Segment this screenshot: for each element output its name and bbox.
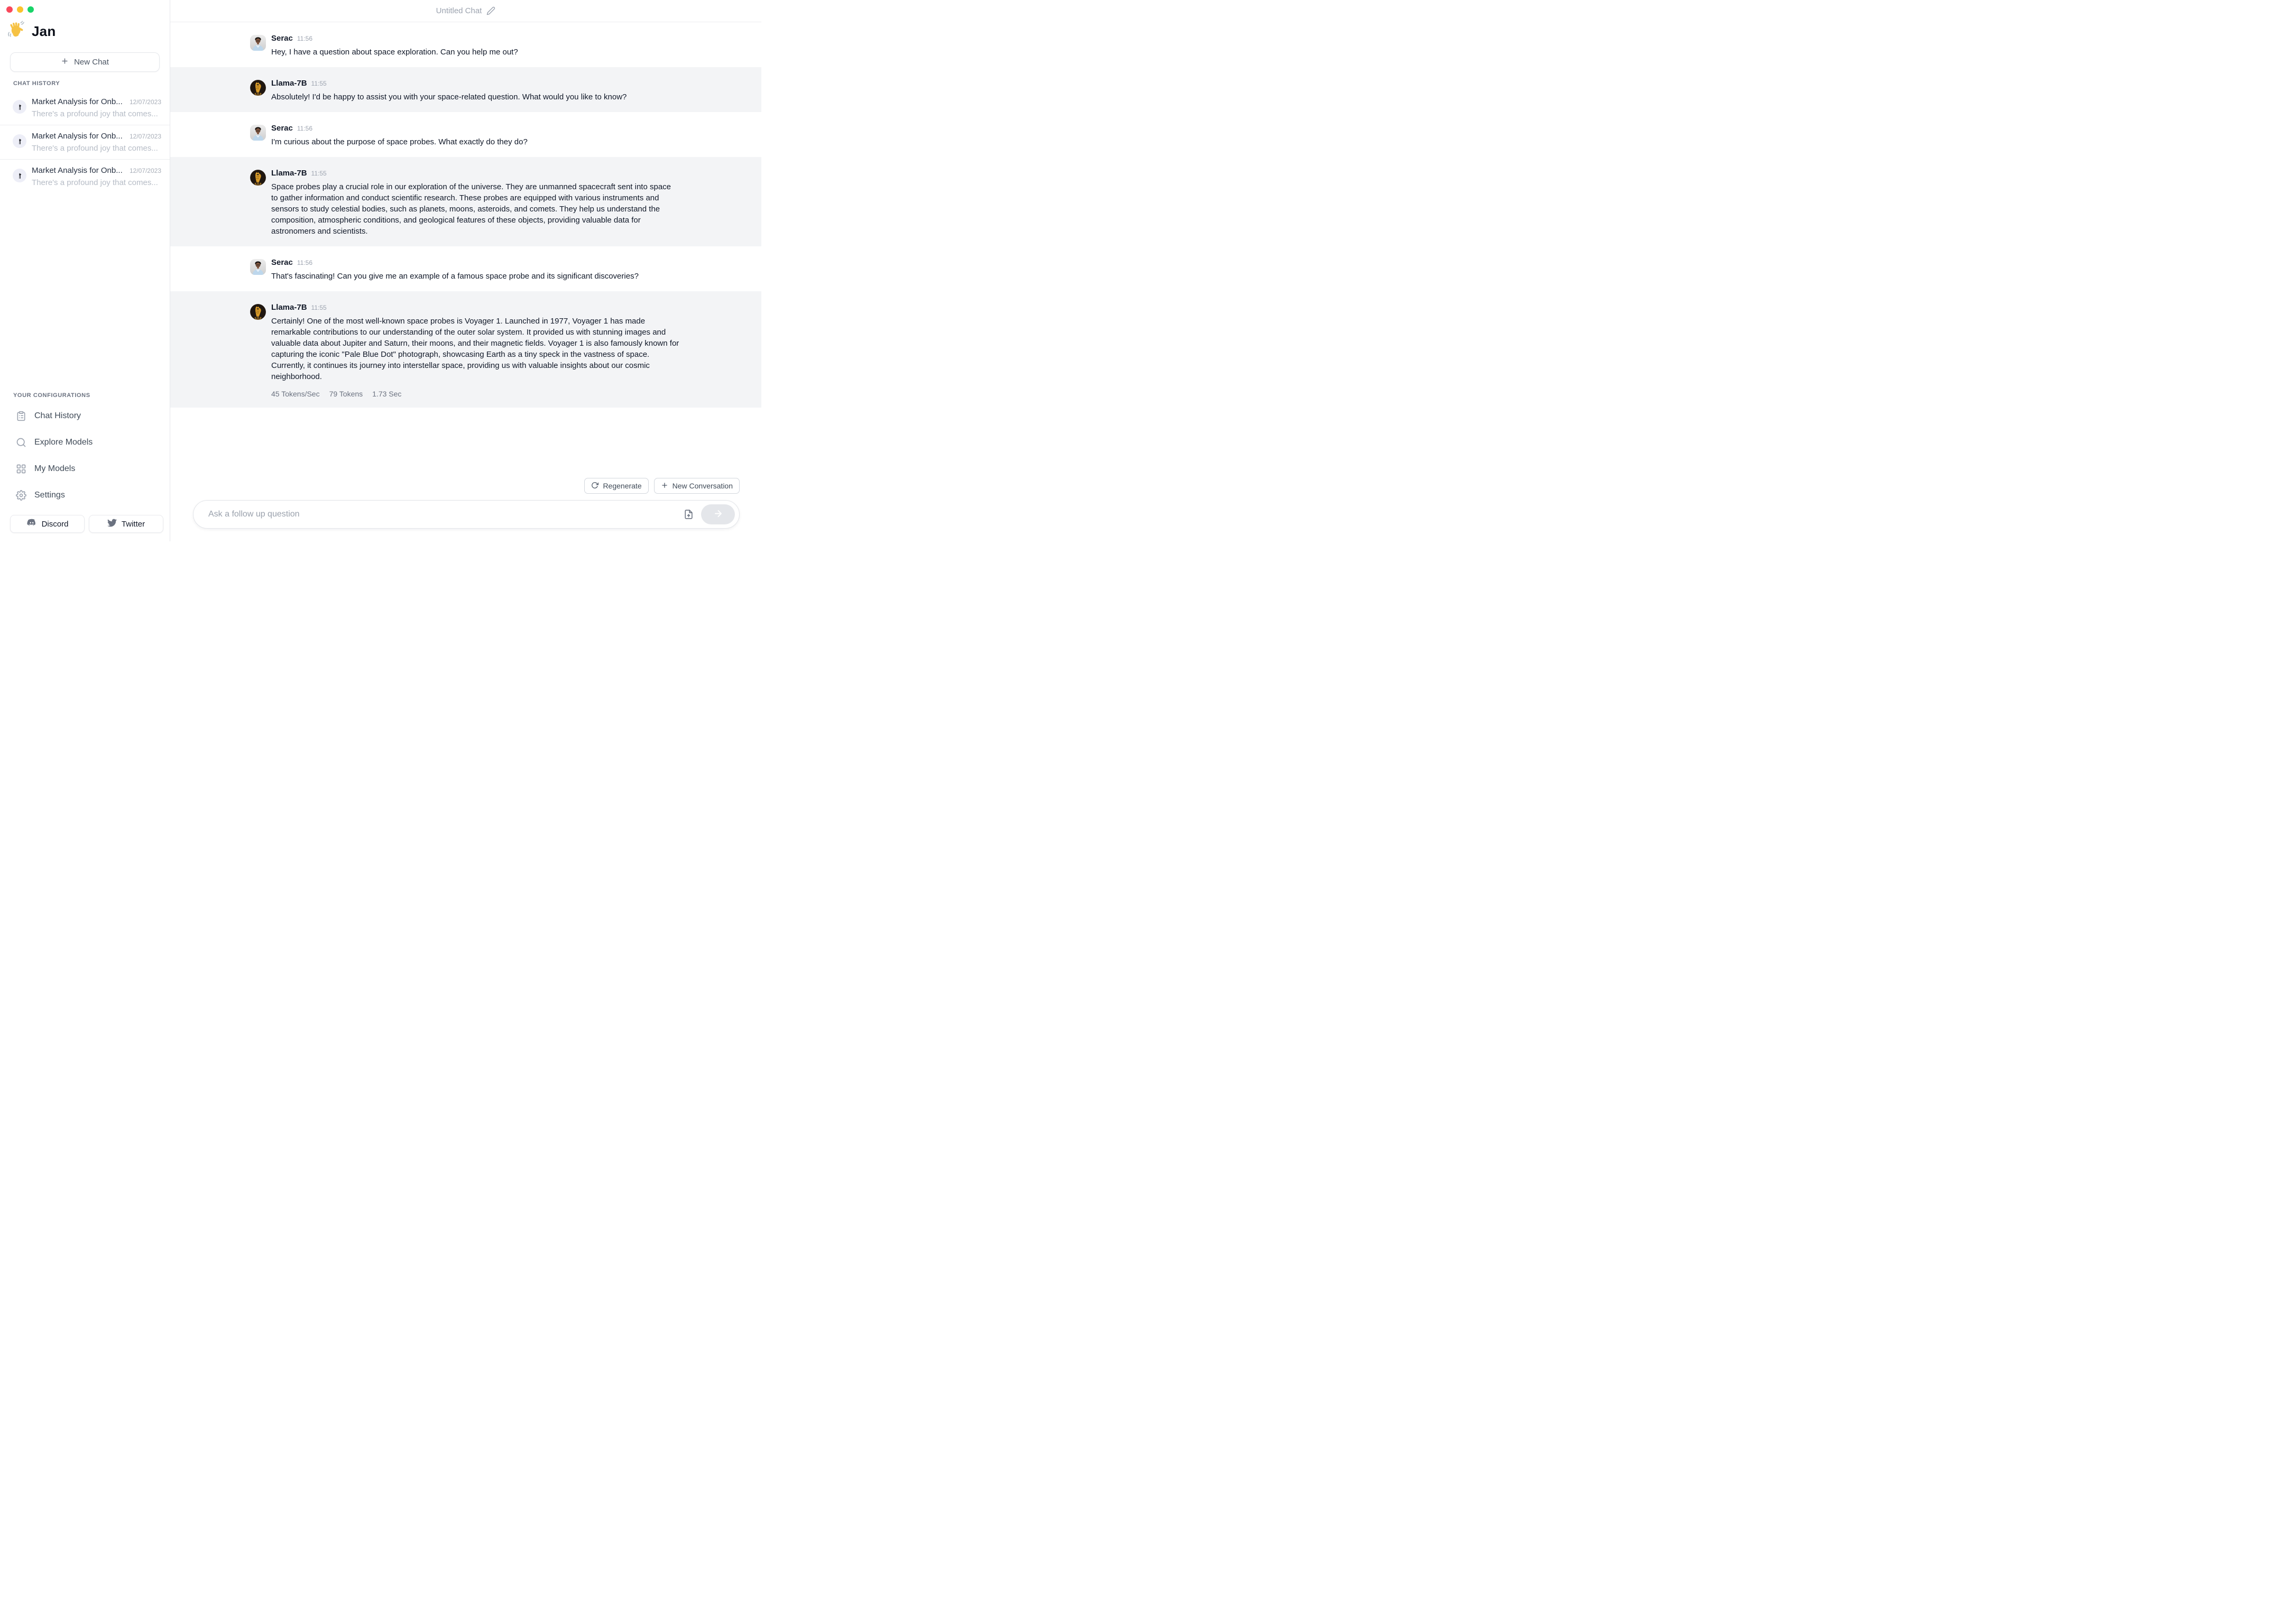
nav-item-label: Settings	[34, 491, 65, 500]
message-input-container	[193, 500, 740, 529]
message-row	[170, 67, 761, 112]
message-row	[170, 22, 761, 67]
sidebar-item-explore-models[interactable]	[0, 429, 170, 456]
assistant-avatar	[250, 80, 266, 96]
zoom-window-button[interactable]	[27, 6, 34, 13]
new-conversation-button[interactable]	[654, 478, 740, 494]
chat-history-item-title: Market Analysis for Onb...	[32, 132, 123, 141]
configurations-heading: YOUR CONFIGURATIONS	[13, 392, 90, 399]
new-chat-label: New Chat	[74, 58, 109, 67]
chat-history-list	[0, 91, 170, 193]
sidebar-footer	[0, 509, 170, 541]
sidebar-item-settings[interactable]	[0, 482, 170, 509]
chat-history-item-date: 12/07/2023	[129, 98, 161, 106]
user-avatar	[250, 35, 266, 51]
llama-avatar-icon	[13, 100, 26, 114]
message-text: Space probes play a crucial role in our exploration of the universe. They are unmanned spacecraft sent into space to gather information and conduct scientific research. These probes are equipped with various instruments and sensors to study celestial bodies, such as planets, moons, asteroids, and comets. They help us understand the composition, atmospheric conditions, and geological features of these objects, providing valuable data for astronomers and scientists.	[271, 182, 671, 236]
wave-hand-icon	[6, 20, 26, 43]
chat-main	[170, 0, 761, 541]
twitter-icon	[107, 518, 117, 530]
message-row	[170, 112, 761, 157]
sidebar-spacer	[0, 193, 170, 392]
message-text: That's fascinating! Can you give me an example of a famous space probe and its significant discoveries?	[271, 272, 639, 281]
composer-actions	[193, 478, 740, 494]
app-name: Jan	[32, 23, 56, 39]
message-time: 11:56	[297, 259, 313, 266]
message-author: Llama-7B	[271, 169, 307, 178]
assistant-avatar	[250, 304, 266, 320]
grid-icon	[16, 464, 26, 474]
chat-history-item-date: 12/07/2023	[129, 167, 161, 174]
discord-label: Discord	[41, 519, 69, 529]
app-logo	[0, 13, 170, 43]
message-author: Llama-7B	[271, 303, 307, 312]
message-list	[170, 22, 761, 478]
llama-avatar-icon	[13, 169, 26, 182]
stat-tokens: 79 Tokens	[329, 390, 363, 398]
chat-history-item[interactable]	[0, 159, 170, 193]
message-author: Llama-7B	[271, 79, 307, 88]
file-upload-icon[interactable]	[684, 509, 694, 520]
message-text: Hey, I have a question about space exploration. Can you help me out?	[271, 48, 518, 57]
clipboard-icon	[16, 411, 26, 421]
discord-button[interactable]	[10, 515, 85, 533]
sidebar	[0, 0, 170, 541]
plus-icon	[61, 57, 69, 67]
arrow-right-icon	[713, 509, 723, 520]
chat-history-item-preview: There's a profound joy that comes...	[32, 109, 158, 118]
chat-history-item-title: Market Analysis for Onb...	[32, 97, 123, 106]
message-time: 11:55	[311, 80, 327, 87]
message-row	[170, 157, 761, 246]
sidebar-item-chat-history[interactable]	[0, 403, 170, 429]
chat-history-item[interactable]	[0, 91, 170, 125]
user-avatar	[250, 259, 266, 275]
nav-item-label: My Models	[34, 464, 76, 473]
message-stats	[271, 390, 679, 398]
message-time: 11:55	[311, 170, 327, 177]
pencil-icon[interactable]	[486, 6, 495, 15]
chat-history-item[interactable]	[0, 125, 170, 159]
twitter-label: Twitter	[121, 519, 145, 529]
user-avatar	[250, 125, 266, 141]
message-author: Serac	[271, 124, 293, 133]
refresh-icon	[591, 482, 598, 491]
regenerate-button[interactable]	[584, 478, 648, 494]
nav-item-label: Explore Models	[34, 438, 93, 447]
message-input[interactable]	[208, 510, 684, 519]
chat-history-item-preview: There's a profound joy that comes...	[32, 178, 158, 187]
message-row	[170, 246, 761, 291]
search-icon	[16, 437, 26, 448]
message-time: 11:56	[297, 125, 313, 132]
message-time: 11:55	[311, 304, 327, 311]
message-text: I'm curious about the purpose of space probes. What exactly do they do?	[271, 137, 528, 146]
new-chat-button[interactable]	[10, 52, 160, 72]
discord-icon	[26, 518, 37, 530]
send-button[interactable]	[701, 504, 735, 524]
chat-history-heading: CHAT HISTORY	[13, 80, 60, 87]
gear-icon	[16, 490, 26, 501]
message-row	[170, 291, 761, 408]
message-author: Serac	[271, 34, 293, 43]
regenerate-label: Regenerate	[603, 482, 642, 490]
composer-area	[170, 478, 761, 541]
config-nav	[0, 403, 170, 509]
chat-history-item-title: Market Analysis for Onb...	[32, 166, 123, 175]
plus-icon	[661, 482, 668, 491]
nav-item-label: Chat History	[34, 411, 81, 420]
message-author: Serac	[271, 258, 293, 267]
close-window-button[interactable]	[6, 6, 13, 13]
stat-tokens-per-sec: 45 Tokens/Sec	[271, 390, 320, 398]
llama-avatar-icon	[13, 134, 26, 148]
minimize-window-button[interactable]	[17, 6, 23, 13]
app-window	[0, 0, 761, 541]
stat-duration: 1.73 Sec	[372, 390, 402, 398]
message-text: Certainly! One of the most well-known space probes is Voyager 1. Launched in 1977, Voyager 1 has made remarkable contributions to our understanding of the outer solar system. It provided us with stunning images and valuable data about Jupiter and Saturn, their moons, and their magnetic fields. Voyager 1 is also famously known for capturing the iconic "Pale Blue Dot" photograph, showcasing Earth as a tiny speck in the vastness of space. Currently, it continues its journey into interstellar space, providing us with valuable insights about our cosmic neighborhood.	[271, 317, 679, 381]
window-controls	[0, 0, 170, 13]
twitter-button[interactable]	[89, 515, 163, 533]
chat-header	[170, 0, 761, 22]
message-text: Absolutely! I'd be happy to assist you with your space-related question. What would you like to know?	[271, 93, 627, 102]
chat-history-item-preview: There's a profound joy that comes...	[32, 144, 158, 153]
sidebar-item-my-models[interactable]	[0, 456, 170, 482]
message-time: 11:56	[297, 35, 313, 42]
chat-title: Untitled Chat	[436, 6, 482, 15]
assistant-avatar	[250, 170, 266, 186]
new-conversation-label: New Conversation	[672, 482, 733, 490]
chat-history-item-date: 12/07/2023	[129, 133, 161, 140]
